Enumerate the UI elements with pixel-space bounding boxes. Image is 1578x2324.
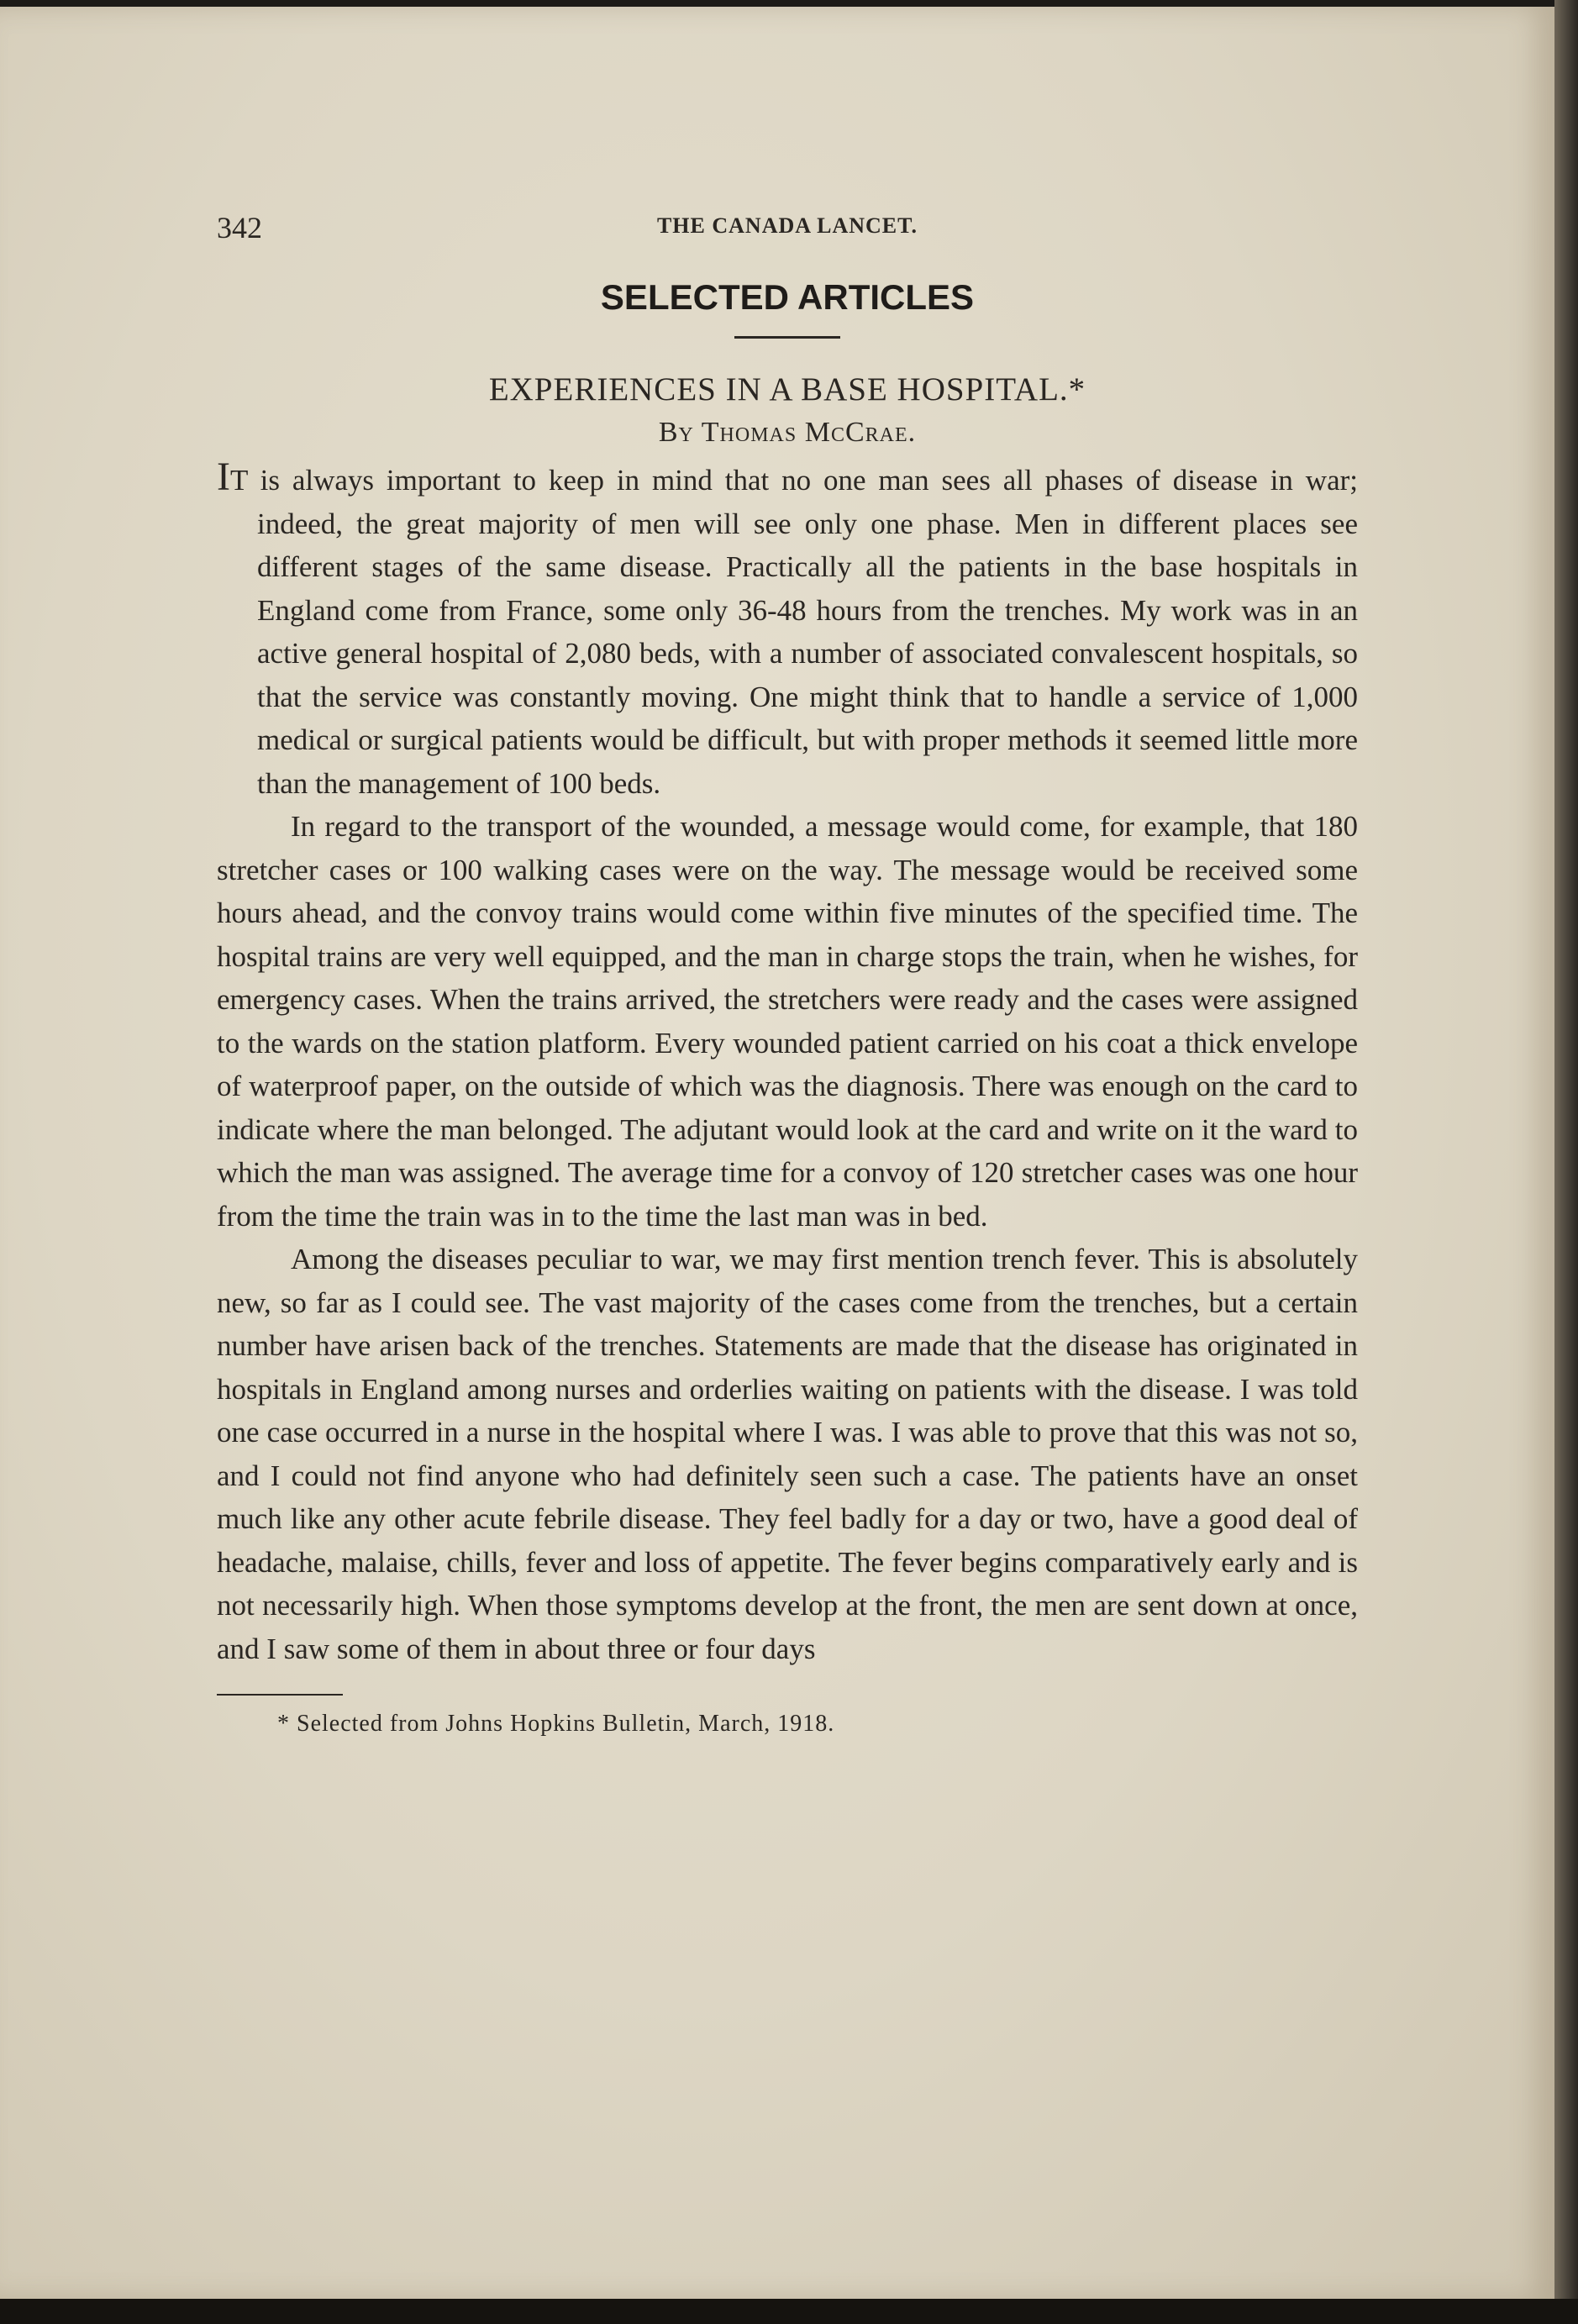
journal-title: THE CANADA LANCET. [656,213,918,238]
heading-rule [734,336,840,339]
paragraph-1-text: T is always important to keep in mind that no one man sees all phases of disease in war; indeed, the great majority of men will see only one phase. Men in different places see different stages of the same disease. Practically all the patients in the base hospitals in England come from France, some only 36-48 hours from the trenches. My work was in an active general hospital of 2,080 beds, with a number of associated convalescent hospitals, so that the service was constantly moving. One might think that to handle a service of 1,000 medical or surgical patients would be difficult, but with proper methods it seemed little more than the management of 100 beds. [229,464,1358,800]
article-byline: By Thomas McCrae. [658,417,917,448]
running-head [217,205,1358,255]
drop-cap: I [217,455,230,499]
article-body [217,455,1358,1670]
paragraph-2: In regard to the transport of the wounded, a message would come, for example, that 180 stretcher cases or 100 walking cases were on the way. The message would be received some hours ahead, and the convoy trains would come within five minutes of the specified time. The hospital trains are very well equipped, and the man in charge stops the train, when he wishes, for emergency cases. When the trains arrived, the stretchers were ready and the cases were assigned to the wards on the station platform. Every wounded patient carried on his coat a thick envelope of waterproof paper, on the outside of which was the diagnosis. There was enough on the card to indicate where the man belonged. The adjutant would look at the card and write on it the ward to which the man was assigned. The average time for a convoy of 120 stretcher cases was one hour from the time the train was in to the time the last man was in bed. [217,810,1358,1233]
page-right-edge [1554,0,1578,2324]
article-title: EXPERIENCES IN A BASE HOSPITAL.* [488,371,1086,407]
footnote: * Selected from Johns Hopkins Bulletin, March, 1918. [277,1711,835,1737]
book-page [0,7,1554,2299]
page-bottom-edge [0,2299,1578,2324]
paragraph-1 [217,455,1358,805]
page-content [217,205,1358,1738]
page-number: 342 [217,211,262,244]
section-heading: SELECTED ARTICLES [600,277,975,317]
paragraph-3: Among the diseases peculiar to war, we may first mention trench fever. This is absolutely new, so far as I could see. The vast majority of the cases come from the trenches, but a certain number have arisen back of the trenches. Statements are made that the disease has originated in hospitals in England among nurses and orderlies waiting on patients with the disease. I was told one case occurred in a nurse in the hospital where I was. I was able to prove that this was not so, and I could not find anyone who had definitely seen such a case. The patients have an onset much like any other acute febrile disease. They feel badly for a day or two, have a good deal of headache, malaise, chills, fever and loss of appetite. The fever begins comparatively early and is not necessarily high. When those symptoms develop at the front, the men are sent down at once, and I saw some of them in about three or four days [217,1243,1358,1665]
footnote-rule [217,1694,343,1696]
